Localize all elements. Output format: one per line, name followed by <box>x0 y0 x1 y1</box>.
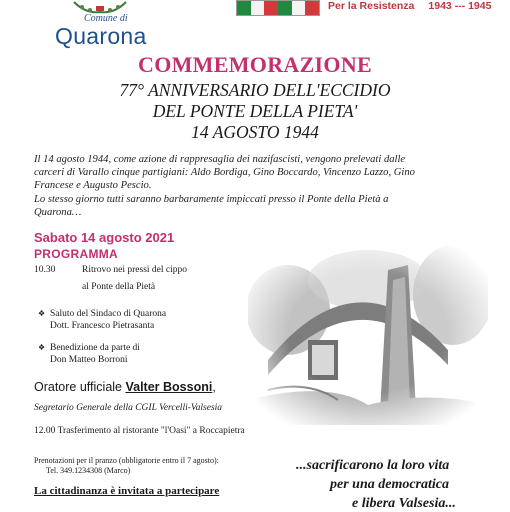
orator-suffix: , <box>212 380 216 394</box>
program-item-meeting: Ritrovo nei pressi del cippo <box>82 265 188 275</box>
monument-photo <box>248 240 488 425</box>
resistenza-text: Per la Resistenza <box>328 0 415 12</box>
program-heading: PROGRAMMA <box>34 247 119 261</box>
comune-crest-icon <box>70 0 130 14</box>
subtitle-line-2: DEL PONTE DELLA PIETA' <box>152 101 358 121</box>
program-item-greeting: Saluto del Sindaco di Quarona <box>50 309 167 319</box>
flag-ribbon-icon <box>236 0 320 16</box>
orator-line <box>34 380 216 394</box>
orator-label: Oratore ufficiale <box>34 380 126 394</box>
intro-line: Francese e Augusto Pescio. <box>34 180 152 192</box>
invitation-text: La cittadinanza è invitata a partecipare <box>34 485 220 497</box>
orator-role: Segretario Generale della CGIL Vercelli-Valsesia <box>34 403 223 413</box>
intro-line: Lo stesso giorno tutti saranno barbaramente impiccati presso il Ponte della Pietà a <box>34 193 389 205</box>
subtitle-line-1: 77° ANNIVERSARIO DELL'ECCIDIO <box>119 80 391 100</box>
comune-name: Quarona <box>55 23 147 49</box>
intro-paragraph <box>34 153 474 219</box>
event-date: Sabato 14 agosto 2021 <box>34 230 175 245</box>
program-item-transfer: 12.00 Trasferimento al ristorante "l'Oasi" a Roccapietra <box>34 426 245 436</box>
resistenza-banner <box>328 0 491 12</box>
quote-line-1: ...sacrificarono la loro vita <box>296 458 450 473</box>
page-title: COMMEMORAZIONE <box>138 52 372 77</box>
booking-info: Prenotazioni per il pranzo (obbligatorie entro il 7 agosto): <box>34 456 219 465</box>
orator-name: Valter Bossoni <box>125 380 213 394</box>
comune-label: Comune di <box>84 13 128 24</box>
quote-line-3: e libera Valsesia... <box>352 496 456 511</box>
program-item-greeting-person: Dott. Francesco Pietrasanta <box>50 321 155 331</box>
program-item-blessing-person: Don Matteo Borroni <box>50 355 128 365</box>
intro-line: Quarona… <box>34 206 82 218</box>
intro-line: carceri di Varallo cinque partigiani: Aldo Bordiga, Gino Boccardo, Vincenzo Lazzo, Gino <box>34 167 415 179</box>
bullet-icon: ❖ <box>38 343 46 352</box>
bullet-icon: ❖ <box>38 309 46 318</box>
intro-line: Il 14 agosto 1944, come azione di rappresaglia dei nazifascisti, vengono prelevati dalle <box>34 154 406 165</box>
program-time: 10.30 <box>34 265 56 275</box>
program-item-meeting-place: al Ponte della Pietà <box>82 282 156 292</box>
resistenza-years: 1943 --- 1945 <box>428 0 492 12</box>
booking-phone: Tel. 349.1234308 (Marco) <box>46 466 131 475</box>
subtitle-line-3: 14 AGOSTO 1944 <box>191 122 319 142</box>
quote-line-2: per una democratica <box>330 477 449 492</box>
program-item-blessing: Benedizione da parte di <box>50 343 140 353</box>
